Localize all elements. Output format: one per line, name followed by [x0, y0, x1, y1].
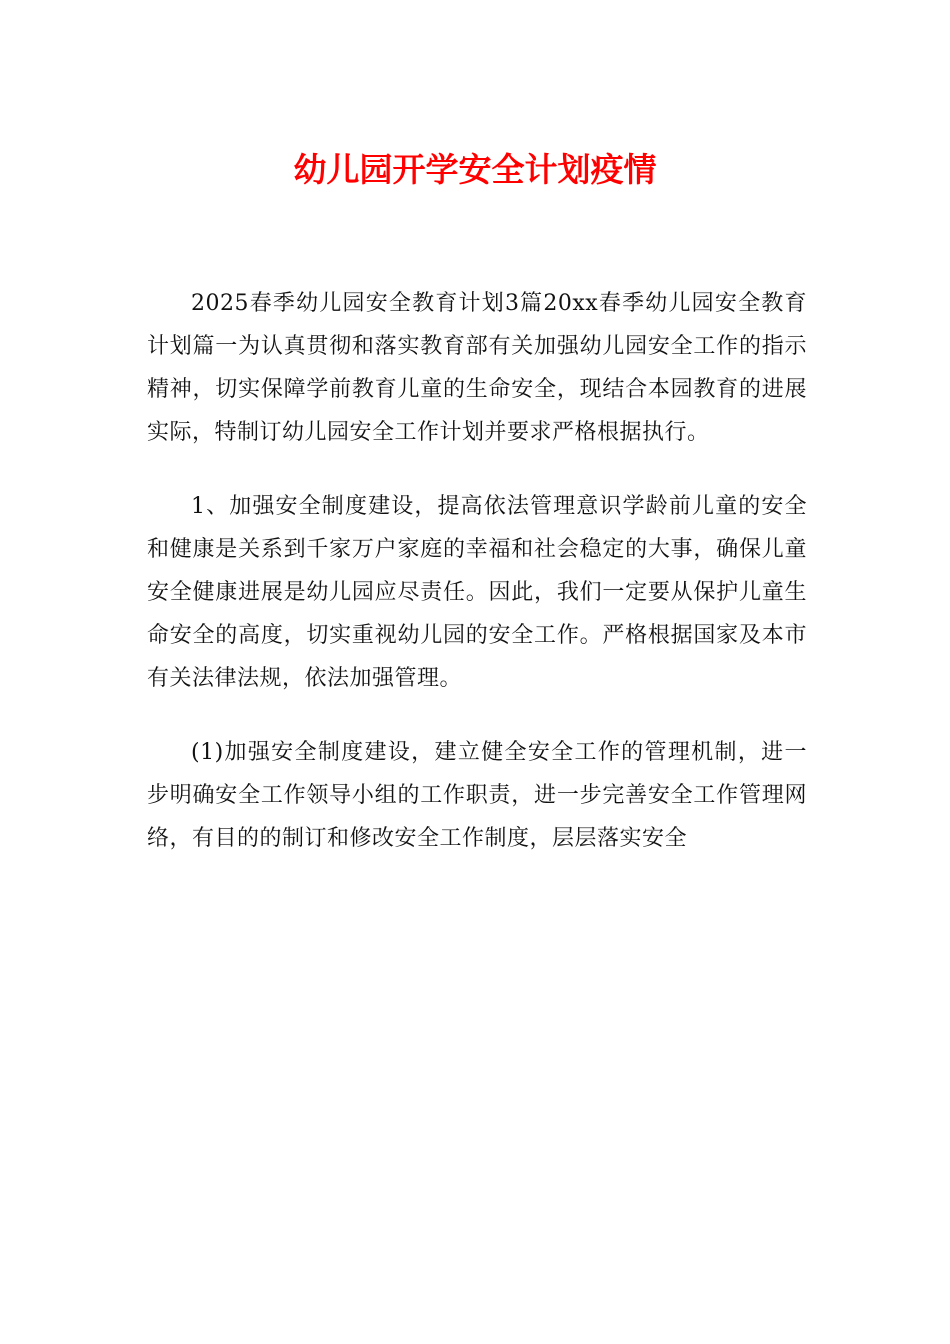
document-title: 幼儿园开学安全计划疫情 [293, 150, 657, 189]
paragraph-section-1: 1、加强安全制度建设，提高依法管理意识学龄前儿童的安全和健康是关系到千家万户家庭的幸福和社会稳定的大事，确保儿童安全健康进展是幼儿园应尽责任。因此，我们一定要从保护儿童生命安全的高度，切实重视幼儿园的安全工作。严格根据国家及本市有关法律法规，依法加强管理。 [147, 494, 807, 691]
paragraph-intro: 2025春季幼儿园安全教育计划3篇20xx春季幼儿园安全教育计划篇一为认真贯彻和落实教育部有关加强幼儿园安全工作的指示精神，切实保障学前教育儿童的生命安全，现结合本园教育的进展实际，特制订幼儿园安全工作计划并要求严格根据执行。 [147, 291, 807, 445]
paragraph-subsection-1: (1)加强安全制度建设，建立健全安全工作的管理机制，进一步明确安全工作领导小组的工作职责，进一步完善安全工作管理网络，有目的的制订和修改安全工作制度，层层落实安全 [147, 740, 807, 851]
document-body [147, 282, 807, 891]
